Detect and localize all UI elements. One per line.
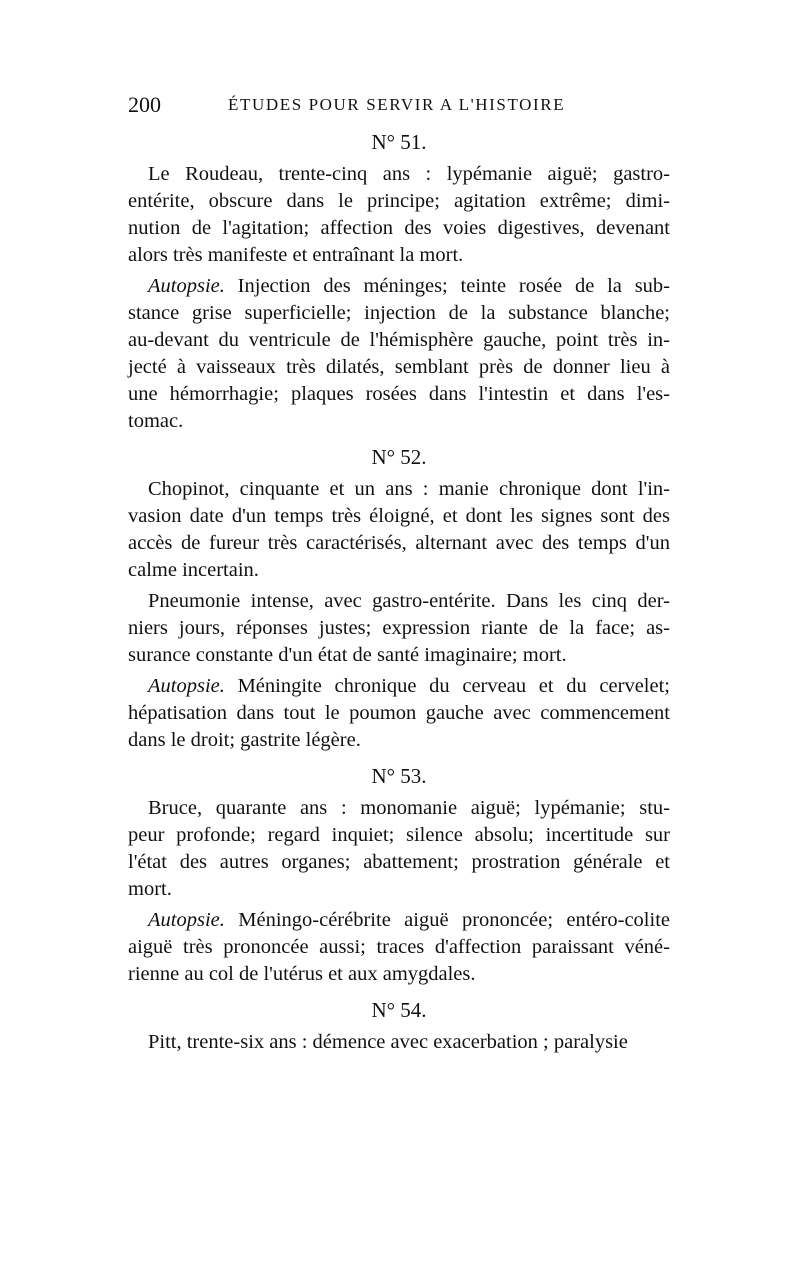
case-paragraph <box>128 588 670 669</box>
autopsy-label: Autopsie. <box>148 909 225 931</box>
case-paragraph <box>128 1029 670 1056</box>
running-head <box>128 92 670 122</box>
text-line: aiguë très prononcée aussi; traces d'affection paraissant véné- <box>128 936 670 958</box>
text-line: mort. <box>128 878 172 900</box>
text-line: entérite, obscure dans le principe; agitation extrême; dimi- <box>128 190 670 212</box>
case-paragraph <box>128 795 670 903</box>
text-line: une hémorrhagie; plaques rosées dans l'intestin et dans l'es- <box>128 383 670 405</box>
text-line: accès de fureur très caractérisés, alternant avec des temps d'un <box>128 532 670 554</box>
text-line: Chopinot, cinquante et un ans : manie chronique dont l'in- <box>148 478 670 500</box>
text-line: tomac. <box>128 410 184 432</box>
text-line: Le Roudeau, trente-cinq ans : lypémanie aiguë; gastro- <box>148 163 670 185</box>
text-line: alors très manifeste et entraînant la mort. <box>128 244 464 266</box>
autopsy-paragraph <box>128 273 670 435</box>
page-number: 200 <box>128 92 161 117</box>
text-line: Autopsie. Injection des méninges; teinte rosée de la sub- <box>148 275 670 297</box>
autopsy-label: Autopsie. <box>148 675 225 697</box>
text-line: vasion date d'un temps très éloigné, et dont les signes sont des <box>128 505 670 527</box>
text-line: peur profonde; regard inquiet; silence absolu; incertitude sur <box>128 824 670 846</box>
text-line: Pneumonie intense, avec gastro-entérite. Dans les cinq der- <box>148 590 670 612</box>
case-number-heading: N° 52. <box>371 445 427 469</box>
text-line: niers jours, réponses justes; expression riante de la face; as- <box>128 617 670 639</box>
text-line: au-devant du ventricule de l'hémisphère gauche, point très in- <box>128 329 670 351</box>
page-body <box>128 124 670 1060</box>
text-line: Autopsie. Méningite chronique du cerveau et du cervelet; <box>148 675 670 697</box>
text-line: dans le droit; gastrite légère. <box>128 729 361 751</box>
text-line: rienne au col de l'utérus et aux amygdales. <box>128 963 476 985</box>
text-line: Autopsie. Méningo-cérébrite aiguë prononcée; entéro-colite <box>148 909 670 931</box>
text-line: l'état des autres organes; abattement; prostration générale et <box>128 851 670 873</box>
case-paragraph <box>128 476 670 584</box>
case-number-heading: N° 51. <box>371 130 427 154</box>
text-line: hépatisation dans tout le poumon gauche avec commencement <box>128 702 670 724</box>
text-line: stance grise superficielle; injection de la substance blanche; <box>128 302 670 324</box>
text-line: calme incertain. <box>128 559 259 581</box>
autopsy-label: Autopsie. <box>148 275 225 297</box>
case-number-heading: N° 54. <box>371 998 427 1022</box>
case-number-heading: N° 53. <box>371 764 427 788</box>
text-line: surance constante d'un état de santé imaginaire; mort. <box>128 644 567 666</box>
running-title: ÉTUDES POUR SERVIR A L'HISTOIRE <box>228 95 566 114</box>
autopsy-paragraph <box>128 673 670 754</box>
case-paragraph <box>128 161 670 269</box>
text-line: nution de l'agitation; affection des voies digestives, devenant <box>128 217 670 239</box>
text-line: jecté à vaisseaux très dilatés, semblant près de donner lieu à <box>128 356 670 378</box>
autopsy-paragraph <box>128 907 670 988</box>
text-line: Pitt, trente-six ans : démence avec exacerbation ; paralysie <box>148 1031 628 1053</box>
text-line: Bruce, quarante ans : monomanie aiguë; lypémanie; stu- <box>148 797 670 819</box>
